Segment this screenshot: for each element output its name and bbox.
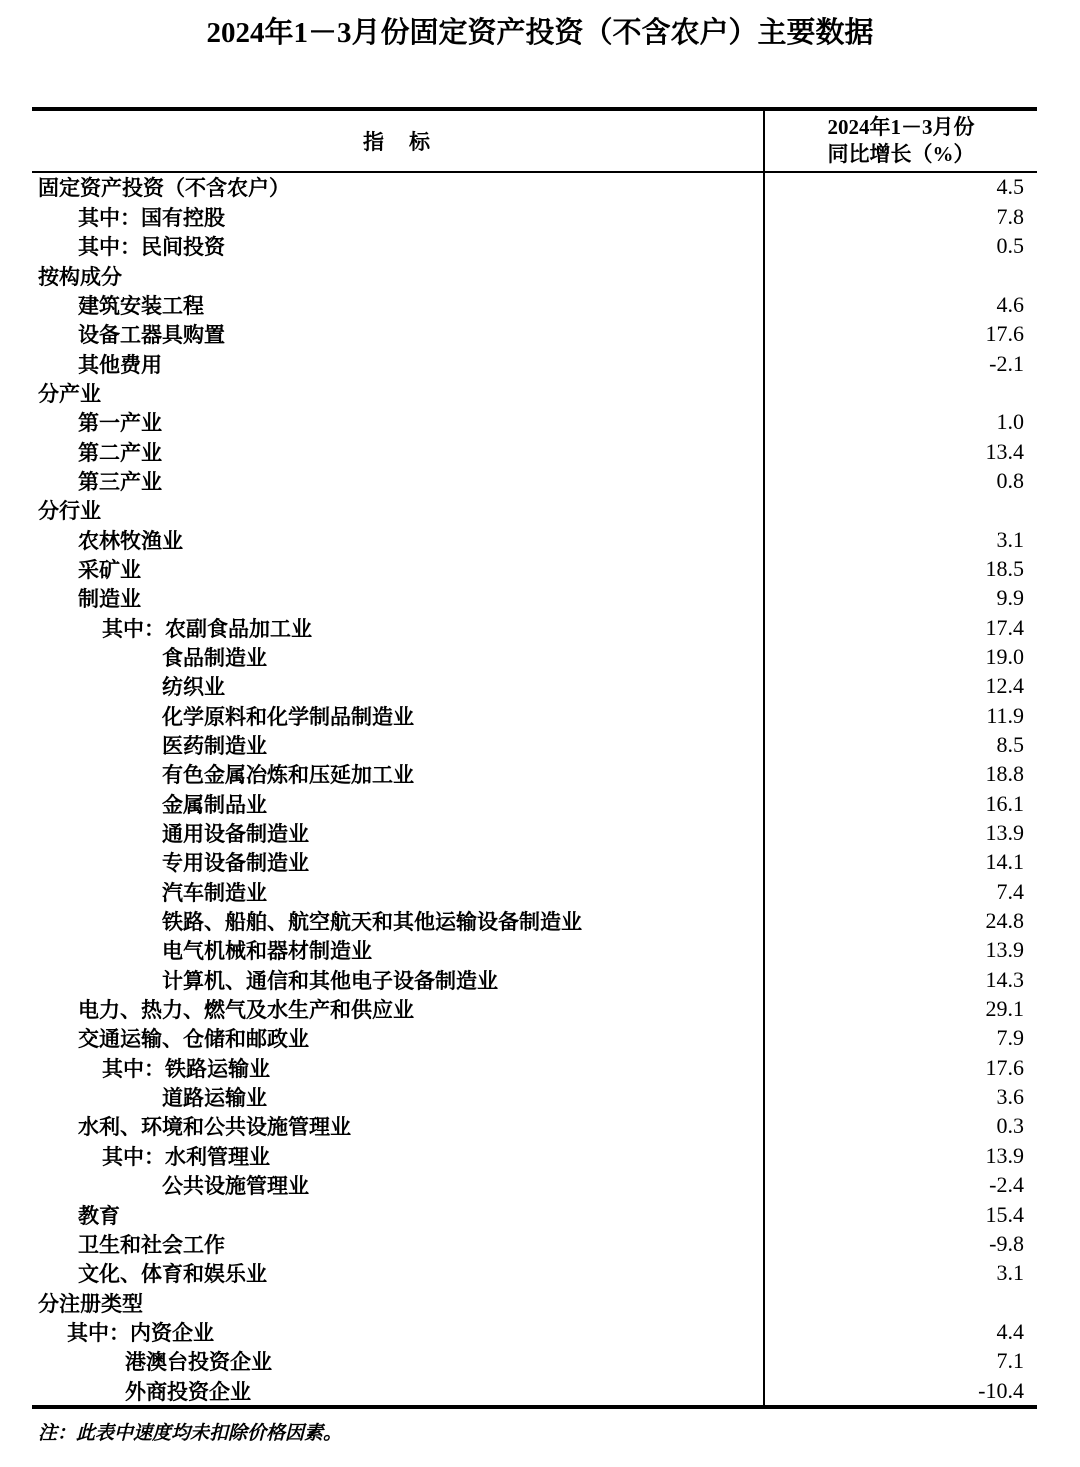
row-label-text: 分产业 xyxy=(38,382,101,406)
row-value: 13.9 xyxy=(985,820,1024,846)
row-value: 18.5 xyxy=(985,555,1024,581)
row-label-text: 有色金属冶炼和压延加工业 xyxy=(162,764,414,788)
table-row xyxy=(32,496,1037,525)
row-label xyxy=(32,701,765,730)
row-value: 3.1 xyxy=(996,1260,1024,1286)
row-label xyxy=(32,877,765,906)
document-page xyxy=(0,16,1080,1445)
row-label-text: 设备工器具购置 xyxy=(78,324,225,348)
table-row xyxy=(32,466,1037,495)
row-label-text: 卫生和社会工作 xyxy=(78,1233,225,1257)
row-label xyxy=(32,613,765,642)
row-value: 4.5 xyxy=(996,174,1024,200)
row-value: 13.4 xyxy=(985,438,1024,464)
row-label xyxy=(32,1053,765,1082)
row-value xyxy=(765,261,1037,290)
table-row xyxy=(32,789,1037,818)
row-label xyxy=(32,320,765,349)
data-table xyxy=(32,107,1037,1409)
table-row xyxy=(32,1024,1037,1053)
row-value: 0.3 xyxy=(996,1113,1024,1139)
row-label xyxy=(32,906,765,935)
row-label xyxy=(32,231,765,260)
table-row xyxy=(32,1141,1037,1170)
row-label xyxy=(32,730,765,759)
row-value: 13.9 xyxy=(985,1142,1024,1168)
row-label xyxy=(32,202,765,231)
table-row xyxy=(32,261,1037,290)
header-period-line1: 2024年1－3月份 xyxy=(827,114,975,139)
table-row xyxy=(32,290,1037,319)
table-row xyxy=(32,965,1037,994)
row-value: 3.6 xyxy=(996,1084,1024,1110)
row-label-text: 制造业 xyxy=(78,588,141,612)
row-label xyxy=(32,378,765,407)
row-label-text: 其他费用 xyxy=(78,353,162,377)
table-row xyxy=(32,877,1037,906)
table-row xyxy=(32,701,1037,730)
table-row xyxy=(32,1376,1037,1405)
table-row xyxy=(32,584,1037,613)
row-value: 7.9 xyxy=(996,1025,1024,1051)
row-value: 17.6 xyxy=(985,1054,1024,1080)
row-value: 19.0 xyxy=(985,643,1024,669)
row-value: 17.4 xyxy=(985,614,1024,640)
row-label xyxy=(32,789,765,818)
row-value: 15.4 xyxy=(985,1201,1024,1227)
row-label xyxy=(32,1170,765,1199)
table-row xyxy=(32,1229,1037,1258)
table-row xyxy=(32,554,1037,583)
row-label xyxy=(32,1141,765,1170)
row-value: 17.6 xyxy=(985,321,1024,347)
table-row xyxy=(32,1259,1037,1288)
row-label xyxy=(32,173,765,202)
row-label-text: 电气机械和器材制造业 xyxy=(162,940,372,964)
row-label-text: 医药制造业 xyxy=(162,735,267,758)
row-label-text: 建筑安装工程 xyxy=(78,294,204,318)
row-label-text: 其中：水利管理业 xyxy=(102,1145,270,1169)
row-label-text: 第二产业 xyxy=(78,441,162,465)
row-label-text: 金属制品业 xyxy=(162,793,267,817)
row-label xyxy=(32,437,765,466)
row-label-text: 港澳台投资企业 xyxy=(125,1351,272,1375)
row-label-text: 采矿业 xyxy=(78,558,141,582)
row-label xyxy=(32,848,765,877)
row-value: 13.9 xyxy=(985,937,1024,963)
row-label-text: 教育 xyxy=(78,1204,120,1228)
table-row xyxy=(32,1200,1037,1229)
row-label xyxy=(32,261,765,290)
table-row xyxy=(32,1288,1037,1317)
row-label xyxy=(32,525,765,554)
row-value xyxy=(765,378,1037,407)
row-label xyxy=(32,1200,765,1229)
header-period-cell xyxy=(765,111,1037,171)
row-value: 7.4 xyxy=(996,878,1024,904)
table-row xyxy=(32,525,1037,554)
row-label-text: 第三产业 xyxy=(78,470,162,494)
row-label xyxy=(32,936,765,965)
table-row xyxy=(32,349,1037,378)
table-row xyxy=(32,1170,1037,1199)
row-value: -2.1 xyxy=(989,350,1024,376)
row-label-text: 第一产业 xyxy=(78,412,162,436)
table-row xyxy=(32,173,1037,202)
row-value: 29.1 xyxy=(985,996,1024,1022)
row-label-text: 铁路、船舶、航空航天和其他运输设备制造业 xyxy=(162,911,582,935)
row-value: 0.8 xyxy=(996,467,1024,493)
row-value: 9.9 xyxy=(996,585,1024,611)
row-label-text: 其中：内资企业 xyxy=(67,1321,214,1345)
row-value: 14.3 xyxy=(985,966,1024,992)
table-body xyxy=(32,173,1037,1405)
row-label-text: 水利、环境和公共设施管理业 xyxy=(78,1116,351,1140)
row-label xyxy=(32,466,765,495)
row-label-text: 道路运输业 xyxy=(162,1087,267,1111)
table-row xyxy=(32,672,1037,701)
row-value: 11.9 xyxy=(986,702,1024,728)
row-label-text: 通用设备制造业 xyxy=(162,823,309,847)
table-row xyxy=(32,1112,1037,1141)
table-row xyxy=(32,994,1037,1023)
row-label xyxy=(32,1024,765,1053)
row-label-text: 其中：农副食品加工业 xyxy=(102,617,312,641)
table-row xyxy=(32,760,1037,789)
row-value: 8.5 xyxy=(996,732,1024,757)
table-row xyxy=(32,613,1037,642)
row-label xyxy=(32,496,765,525)
footnote: 注：此表中速度均未扣除价格因素。 xyxy=(38,1423,343,1445)
table-row xyxy=(32,1347,1037,1376)
row-label xyxy=(32,818,765,847)
row-label xyxy=(32,1317,765,1346)
header-period-line2: 同比增长（%） xyxy=(827,141,975,166)
table-row xyxy=(32,437,1037,466)
row-value: 4.6 xyxy=(996,291,1024,317)
row-value: 24.8 xyxy=(985,908,1024,934)
table-row xyxy=(32,818,1037,847)
row-value: -10.4 xyxy=(978,1377,1024,1403)
row-label-text: 纺织业 xyxy=(162,676,225,700)
table-row xyxy=(32,1053,1037,1082)
row-value: 12.4 xyxy=(985,673,1024,699)
table-row xyxy=(32,642,1037,671)
table-row xyxy=(32,1082,1037,1111)
row-label-text: 电力、热力、燃气及水生产和供应业 xyxy=(78,999,414,1023)
row-label xyxy=(32,1288,765,1317)
row-label-text: 其中：民间投资 xyxy=(78,236,225,260)
row-label xyxy=(32,554,765,583)
row-label-text: 外商投资企业 xyxy=(125,1380,251,1404)
row-value: -2.4 xyxy=(989,1172,1024,1198)
row-label-text: 化学原料和化学制品制造业 xyxy=(162,705,414,729)
page-title: 2024年1－3月份固定资产投资（不含农户）主要数据 xyxy=(206,17,874,49)
row-label xyxy=(32,760,765,789)
table-row xyxy=(32,848,1037,877)
table-row xyxy=(32,936,1037,965)
row-value xyxy=(765,496,1037,525)
row-label-text: 计算机、通信和其他电子设备制造业 xyxy=(162,969,498,993)
table-row xyxy=(32,202,1037,231)
table-row xyxy=(32,906,1037,935)
table-row xyxy=(32,1317,1037,1346)
row-value: 7.1 xyxy=(996,1348,1024,1374)
row-value: 7.8 xyxy=(996,203,1024,229)
row-label-text: 专用设备制造业 xyxy=(162,852,309,876)
row-label-text: 按构成分 xyxy=(38,265,122,289)
row-label xyxy=(32,1347,765,1376)
row-value: 0.5 xyxy=(996,233,1024,259)
row-label xyxy=(32,1376,765,1405)
row-label-text: 汽车制造业 xyxy=(162,881,267,905)
row-label-text: 其中：国有控股 xyxy=(78,206,225,230)
table-row xyxy=(32,408,1037,437)
row-label xyxy=(32,584,765,613)
row-value: 18.8 xyxy=(985,761,1024,787)
table-row xyxy=(32,378,1037,407)
row-label xyxy=(32,965,765,994)
row-label-text: 其中：铁路运输业 xyxy=(102,1057,270,1081)
table-row xyxy=(32,730,1037,759)
row-label-text: 食品制造业 xyxy=(162,646,267,670)
row-label xyxy=(32,408,765,437)
row-label xyxy=(32,994,765,1023)
row-label xyxy=(32,1229,765,1258)
row-value: 4.4 xyxy=(996,1318,1024,1344)
row-label xyxy=(32,349,765,378)
table-row xyxy=(32,231,1037,260)
row-label-text: 文化、体育和娱乐业 xyxy=(78,1263,267,1287)
row-label-text: 公共设施管理业 xyxy=(162,1175,309,1199)
row-label xyxy=(32,642,765,671)
row-label xyxy=(32,672,765,701)
row-value: -9.8 xyxy=(989,1230,1024,1256)
row-value: 16.1 xyxy=(985,790,1024,816)
row-label xyxy=(32,1259,765,1288)
header-indicator-cell: 指 标 xyxy=(32,111,765,171)
row-label-text: 农林牧渔业 xyxy=(78,529,183,553)
row-label xyxy=(32,1112,765,1141)
row-value xyxy=(765,1288,1037,1317)
row-value: 14.1 xyxy=(985,849,1024,875)
row-label-text: 分注册类型 xyxy=(38,1292,143,1316)
row-value: 1.0 xyxy=(996,409,1024,435)
table-header-row xyxy=(32,111,1037,173)
row-label xyxy=(32,1082,765,1111)
row-value: 3.1 xyxy=(996,526,1024,552)
row-label-text: 固定资产投资（不含农户） xyxy=(38,177,290,201)
row-label-text: 分行业 xyxy=(38,500,101,524)
table-row xyxy=(32,320,1037,349)
row-label xyxy=(32,290,765,319)
row-label-text: 交通运输、仓储和邮政业 xyxy=(78,1028,309,1052)
